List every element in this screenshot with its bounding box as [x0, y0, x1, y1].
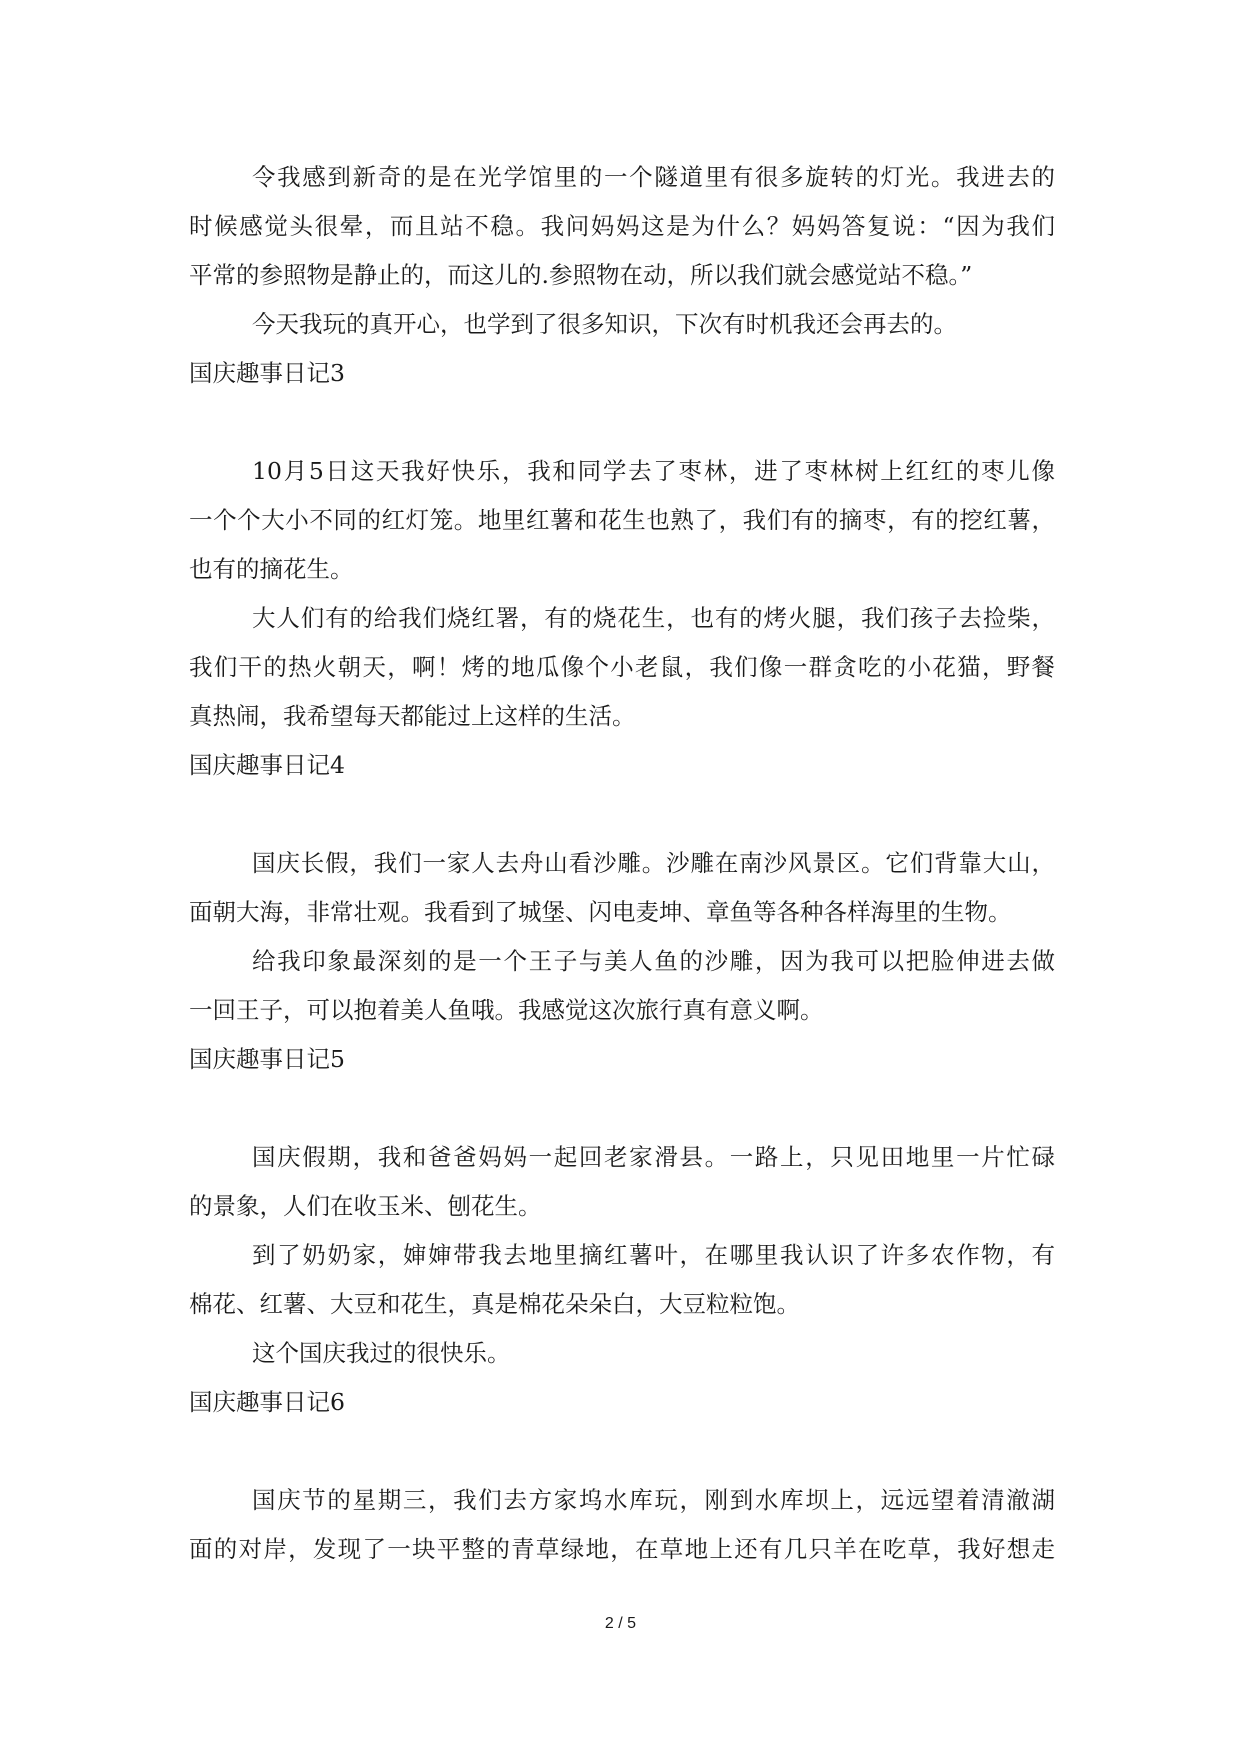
- paragraph: [189, 1329, 1055, 1378]
- text-line: 面的对岸，发现了一块平整的青草绿地，在草地上还有几只羊在吃草，我好想走: [189, 1535, 1055, 1563]
- paragraph: [189, 300, 1055, 349]
- blank-line: [189, 790, 1055, 839]
- text-line: 令我感到新奇的是在光学馆里的一个隧道里有很多旋转的灯光。我进去的: [252, 163, 1055, 191]
- text-line: 棉花、红薯、大豆和花生，真是棉花朵朵白，大豆粒粒饱。: [189, 1290, 800, 1318]
- text-line: 国庆假期，我和爸爸妈妈一起回老家滑县。一路上，只见田地里一片忙碌: [252, 1143, 1055, 1171]
- text-line: 我们干的热火朝天，啊！烤的地瓜像个小老鼠，我们像一群贪吃的小花猫，野餐: [189, 653, 1055, 681]
- text-line: 国庆节的星期三，我们去方家坞水库玩，刚到水库坝上，远远望着清澈湖: [252, 1486, 1055, 1514]
- paragraph: [189, 1231, 1055, 1329]
- entry-heading: 国庆趣事日记5: [189, 1045, 345, 1073]
- document-body: [189, 153, 1055, 1574]
- continuation-section: [189, 153, 1055, 349]
- text-line: 国庆长假，我们一家人去舟山看沙雕。沙雕在南沙风景区。它们背靠大山，: [252, 849, 1055, 877]
- blank-line: [189, 398, 1055, 447]
- entry-heading: 国庆趣事日记4: [189, 751, 345, 779]
- blank-line: [189, 1084, 1055, 1133]
- diary-entry: [189, 1035, 1055, 1378]
- text-line: 的景象，人们在收玉米、刨花生。: [189, 1192, 542, 1220]
- text-line: 给我印象最深刻的是一个王子与美人鱼的沙雕，因为我可以把脸伸进去做: [252, 947, 1055, 975]
- text-line: 大人们有的给我们烧红署，有的烧花生，也有的烤火腿，我们孩子去捡柴，: [252, 604, 1055, 632]
- blank-line: [189, 1427, 1055, 1476]
- text-line: 一回王子，可以抱着美人鱼哦。我感觉这次旅行真有意义啊。: [189, 996, 824, 1024]
- paragraph: [189, 839, 1055, 937]
- paragraph: [189, 1476, 1055, 1574]
- page-number: 2 / 5: [604, 1615, 637, 1632]
- text-line: 今天我玩的真开心，也学到了很多知识，下次有时机我还会再去的。: [252, 310, 957, 338]
- text-line: 时候感觉头很晕，而且站不稳。我问妈妈这是为什么？妈妈答复说：“因为我们: [189, 212, 1055, 240]
- entry-heading: 国庆趣事日记3: [189, 359, 345, 387]
- paragraph: [189, 1133, 1055, 1231]
- diary-entry: [189, 741, 1055, 1035]
- text-line: 平常的参照物是静止的，而这儿的.参照物在动，所以我们就会感觉站不稳。”: [189, 261, 973, 289]
- paragraph: [189, 447, 1055, 594]
- text-line: 10月5日这天我好快乐，我和同学去了枣林，进了枣林树上红红的枣儿像: [252, 457, 1055, 485]
- paragraph: [189, 594, 1055, 741]
- entry-heading: 国庆趣事日记6: [189, 1388, 345, 1416]
- text-line: 到了奶奶家，婶婶带我去地里摘红薯叶，在哪里我认识了许多农作物，有: [252, 1241, 1055, 1269]
- text-line: 也有的摘花生。: [189, 555, 354, 583]
- paragraph: [189, 153, 1055, 300]
- text-line: 这个国庆我过的很快乐。: [252, 1339, 511, 1367]
- text-line: 面朝大海，非常壮观。我看到了城堡、闪电麦坤、章鱼等各种各样海里的生物。: [189, 898, 1012, 926]
- diary-entry: [189, 1378, 1055, 1574]
- text-line: 一个个大小不同的红灯笼。地里红薯和花生也熟了，我们有的摘枣，有的挖红薯，: [189, 506, 1055, 534]
- text-line: 真热闹，我希望每天都能过上这样的生活。: [189, 702, 636, 730]
- diary-entry: [189, 349, 1055, 741]
- paragraph: [189, 937, 1055, 1035]
